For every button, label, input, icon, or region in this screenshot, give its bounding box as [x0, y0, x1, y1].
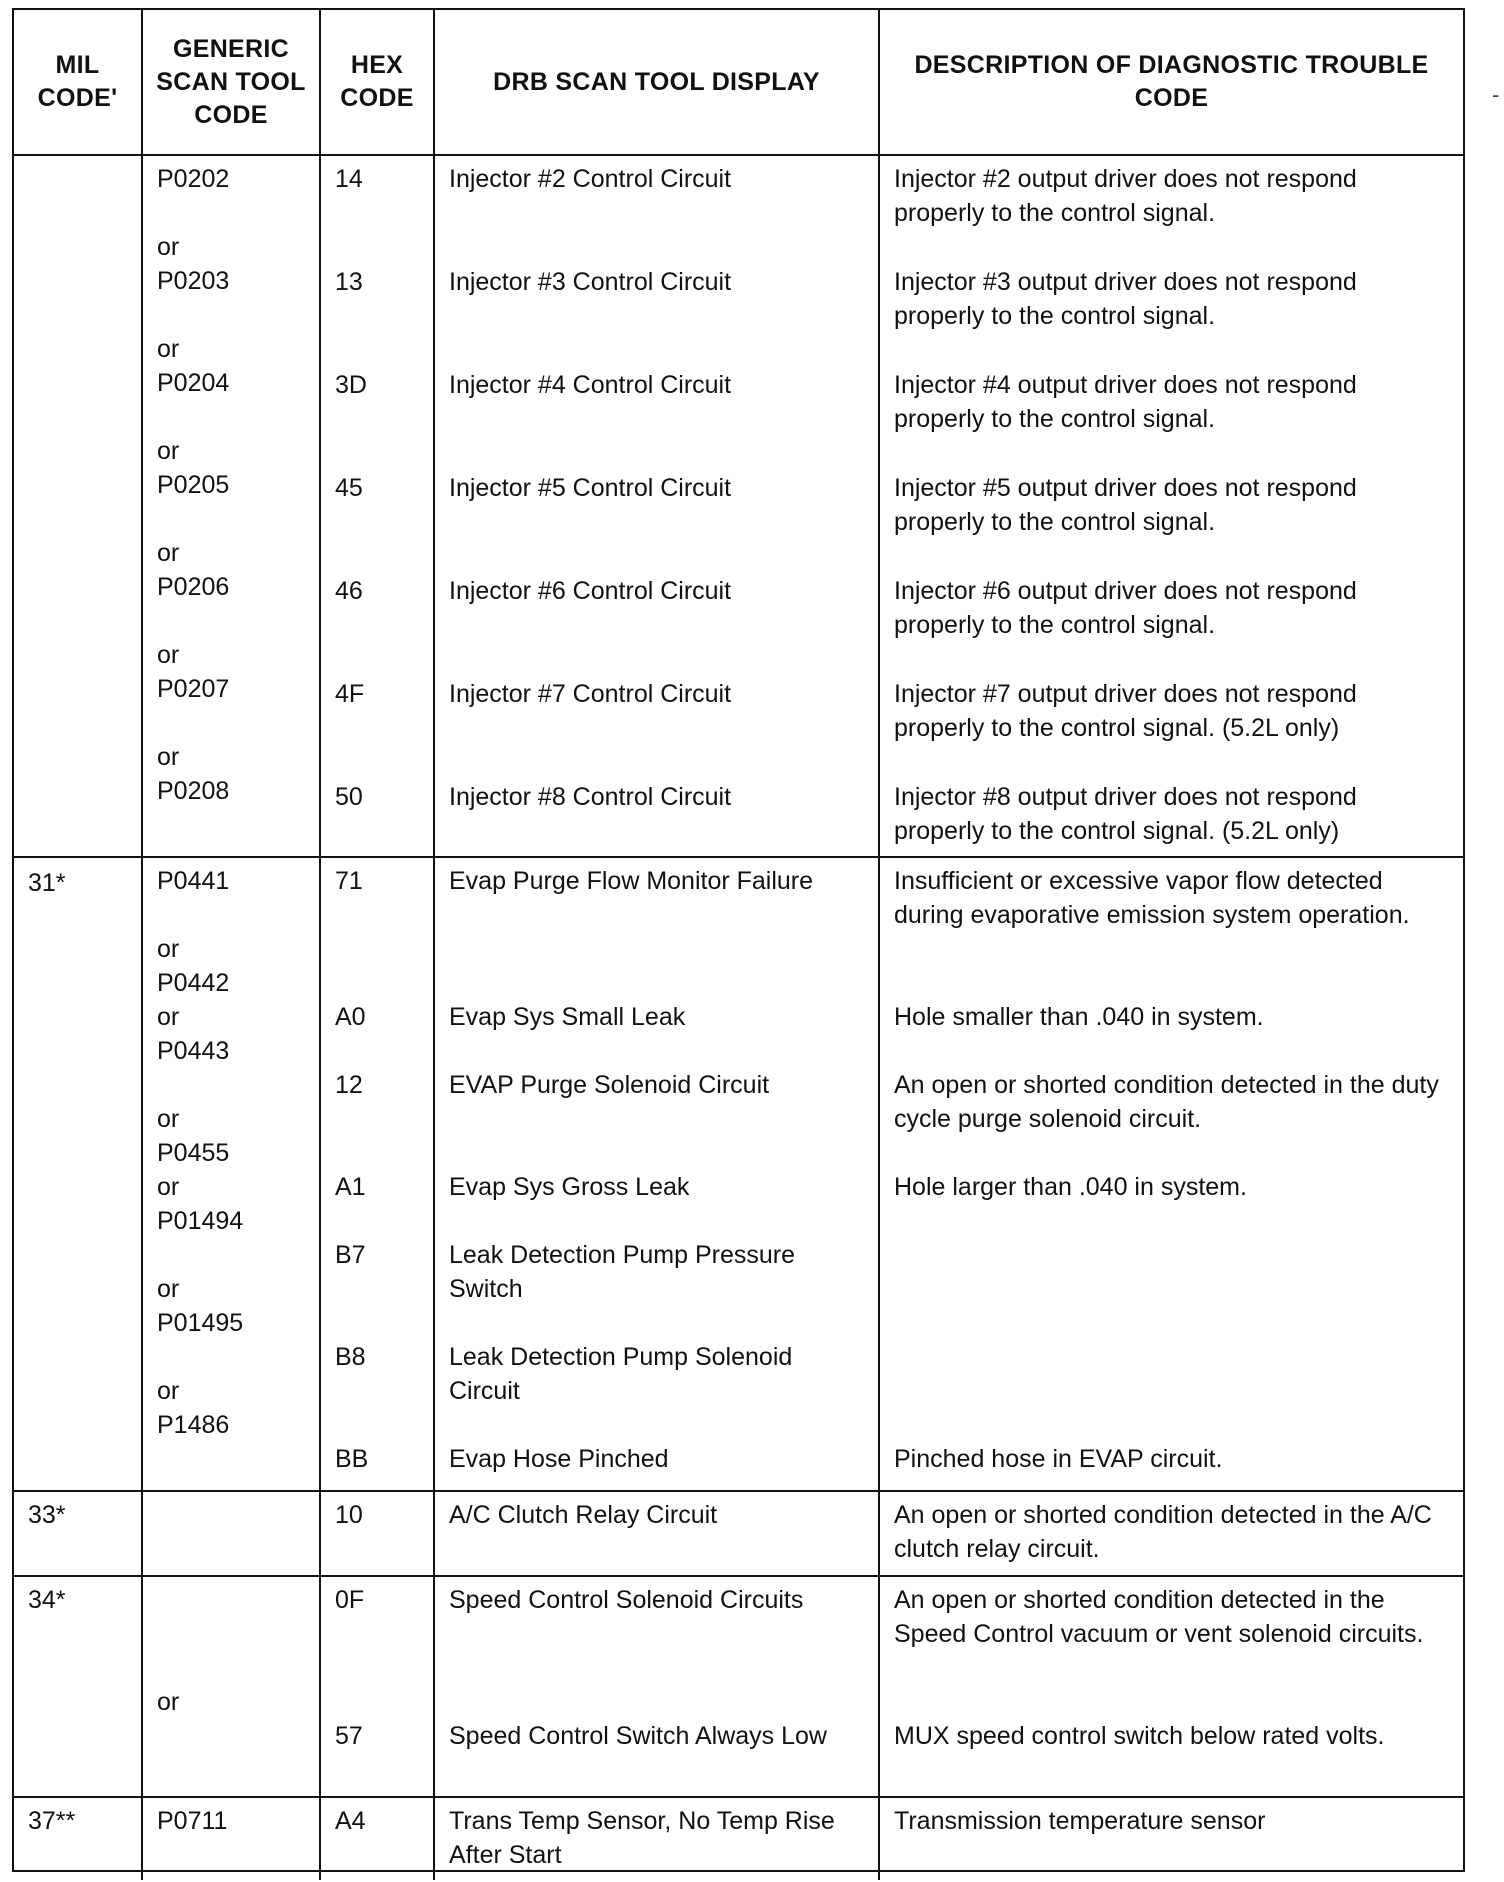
dtc-table — [14, 10, 1463, 1880]
description: Injector #3 output driver does not respond properly to the control signal. — [894, 268, 1357, 330]
hex-code: A0 — [335, 1003, 366, 1031]
or-label: or — [157, 437, 180, 465]
description: An open or shorted condition detected in the duty cycle purge solenoid circuit. — [894, 1071, 1439, 1133]
description: Insufficient or excessive vapor flow detected during evaporative emission system operation. — [894, 867, 1410, 929]
drb-display-cell — [434, 1576, 879, 1797]
generic-code: P0206 — [157, 573, 230, 601]
description: Hole smaller than .040 in system. — [894, 1003, 1264, 1031]
description: An open or shorted condition detected in the A/C clutch relay circuit. — [894, 1501, 1432, 1563]
hex-code: B7 — [335, 1241, 366, 1269]
description: Injector #7 output driver does not respond properly to the control signal. (5.2L only) — [894, 680, 1357, 742]
table-row — [14, 1797, 1463, 1880]
drb-display: Evap Purge Flow Monitor Failure — [449, 867, 814, 895]
or-label: or — [157, 1275, 180, 1303]
hex-code: B8 — [335, 1343, 366, 1371]
hex-code-cell — [320, 1797, 434, 1880]
or-label: or — [157, 1377, 180, 1405]
or-label: or — [157, 233, 180, 261]
drb-display: Leak Detection Pump Pressure Switch — [449, 1241, 796, 1303]
hex-code: 45 — [335, 474, 363, 502]
or-label: or — [157, 743, 180, 771]
drb-display-cell — [434, 155, 879, 857]
hex-code: BB — [335, 1445, 369, 1473]
generic-code: P01494 — [157, 1207, 244, 1235]
generic-code-cell — [142, 1491, 320, 1576]
description-cell — [879, 1491, 1463, 1576]
header-hex-code: HEX CODE — [320, 10, 434, 155]
generic-code: P0455 — [157, 1139, 230, 1167]
table-row — [14, 1491, 1463, 1576]
description — [894, 1238, 1449, 1340]
drb-display: EVAP Purge Solenoid Circuit — [449, 1071, 770, 1099]
drb-display: Injector #6 Control Circuit — [449, 577, 732, 605]
description-cell — [879, 1797, 1463, 1880]
drb-display: Injector #4 Control Circuit — [449, 371, 732, 399]
hex-code: A1 — [335, 1173, 366, 1201]
description: MUX speed control switch below rated volts. — [894, 1722, 1385, 1750]
or-label: or — [157, 1003, 180, 1031]
generic-code: P0202 — [157, 165, 230, 193]
hex-code: 57 — [335, 1722, 363, 1750]
description: Injector #8 output driver does not respond properly to the control signal. (5.2L only) — [894, 783, 1357, 845]
drb-display: A/C Clutch Relay Circuit — [449, 1501, 718, 1529]
description: Transmission temperature sensor — [894, 1807, 1266, 1835]
hex-code: 14 — [335, 165, 363, 193]
table-row — [14, 155, 1463, 857]
drb-display: Injector #5 Control Circuit — [449, 474, 732, 502]
generic-code: P0203 — [157, 267, 230, 295]
drb-display: Leak Detection Pump Solenoid Circuit — [449, 1343, 793, 1405]
generic-code: P0441 — [157, 867, 230, 895]
header-description: DESCRIPTION OF DIAGNOSTIC TROUBLE CODE — [879, 10, 1463, 155]
margin-mark: - — [1492, 82, 1500, 107]
hex-code: 0F — [335, 1586, 365, 1614]
drb-display-cell — [434, 857, 879, 1491]
header-drb-display: DRB SCAN TOOL DISPLAY — [434, 10, 879, 155]
drb-display: Injector #2 Control Circuit — [449, 165, 732, 193]
or-label: or — [157, 1173, 180, 1201]
mil-code-cell — [14, 1576, 142, 1797]
drb-display: Speed Control Solenoid Circuits — [449, 1586, 804, 1614]
mil-code: 37** — [28, 1807, 76, 1835]
mil-code: 31* — [28, 869, 66, 897]
generic-code-cell — [142, 857, 320, 1491]
mil-code-cell — [14, 857, 142, 1491]
mil-code-cell — [14, 1797, 142, 1880]
dtc-table-sheet — [12, 8, 1465, 1872]
drb-display: Speed Control Switch Always Low — [449, 1722, 827, 1750]
generic-code: P0442 — [157, 969, 230, 997]
description: Injector #4 output driver does not respond properly to the control signal. — [894, 371, 1357, 433]
table-row — [14, 1576, 1463, 1797]
hex-code-cell — [320, 1491, 434, 1576]
table-row — [14, 857, 1463, 1491]
or-label: or — [157, 335, 180, 363]
description: Injector #2 output driver does not respond properly to the control signal. — [894, 165, 1357, 227]
header-row — [14, 10, 1463, 155]
generic-code: P0208 — [157, 777, 230, 805]
or-label: or — [157, 641, 180, 669]
mil-code-cell — [14, 1491, 142, 1576]
hex-code: 13 — [335, 268, 363, 296]
drb-display: Injector #3 Control Circuit — [449, 268, 732, 296]
hex-code: 4F — [335, 680, 365, 708]
hex-code: 10 — [335, 1501, 363, 1529]
header-mil-code: MIL CODE' — [14, 10, 142, 155]
or-label: or — [157, 539, 180, 567]
header-generic-scan-tool-code: GENERIC SCAN TOOL CODE — [142, 10, 320, 155]
drb-display: Evap Hose Pinched — [449, 1445, 669, 1473]
description: Injector #5 output driver does not respond properly to the control signal. — [894, 474, 1357, 536]
drb-display: Trans Temp Sensor, No Temp Rise After Start — [449, 1807, 835, 1869]
mil-code-cell — [14, 155, 142, 857]
hex-code: 71 — [335, 867, 363, 895]
or-label: or — [157, 1105, 180, 1133]
description-cell — [879, 155, 1463, 857]
description: Hole larger than .040 in system. — [894, 1173, 1247, 1201]
drb-display: Injector #7 Control Circuit — [449, 680, 732, 708]
generic-code: P0205 — [157, 471, 230, 499]
generic-code: P01495 — [157, 1309, 244, 1337]
drb-display-cell — [434, 1797, 879, 1880]
generic-code: P0711 — [157, 1807, 228, 1835]
or-label: or — [157, 935, 180, 963]
description-cell — [879, 857, 1463, 1491]
mil-code: 34* — [28, 1586, 66, 1614]
generic-code-cell — [142, 155, 320, 857]
hex-code: 12 — [335, 1071, 363, 1099]
generic-code-cell — [142, 1797, 320, 1880]
generic-code: P0443 — [157, 1037, 230, 1065]
hex-code: A4 — [335, 1807, 366, 1835]
description-cell — [879, 1576, 1463, 1797]
hex-code: 50 — [335, 783, 363, 811]
or-label: or — [157, 1688, 180, 1716]
drb-display: Evap Sys Gross Leak — [449, 1173, 690, 1201]
drb-display: Evap Sys Small Leak — [449, 1003, 686, 1031]
drb-display-cell — [434, 1491, 879, 1576]
mil-code: 33* — [28, 1501, 66, 1529]
description — [894, 1340, 1449, 1442]
description: Pinched hose in EVAP circuit. — [894, 1445, 1223, 1473]
hex-code: 46 — [335, 577, 363, 605]
description: An open or shorted condition detected in the Speed Control vacuum or vent solenoid circuits. — [894, 1586, 1424, 1648]
hex-code-cell — [320, 155, 434, 857]
generic-code: P0204 — [157, 369, 230, 397]
generic-code: P1486 — [157, 1411, 230, 1439]
hex-code-cell — [320, 857, 434, 1491]
description: Injector #6 output driver does not respond properly to the control signal. — [894, 577, 1357, 639]
hex-code-cell — [320, 1576, 434, 1797]
hex-code: 3D — [335, 371, 367, 399]
drb-display: Injector #8 Control Circuit — [449, 783, 732, 811]
generic-code-cell — [142, 1576, 320, 1797]
generic-code: P0207 — [157, 675, 230, 703]
